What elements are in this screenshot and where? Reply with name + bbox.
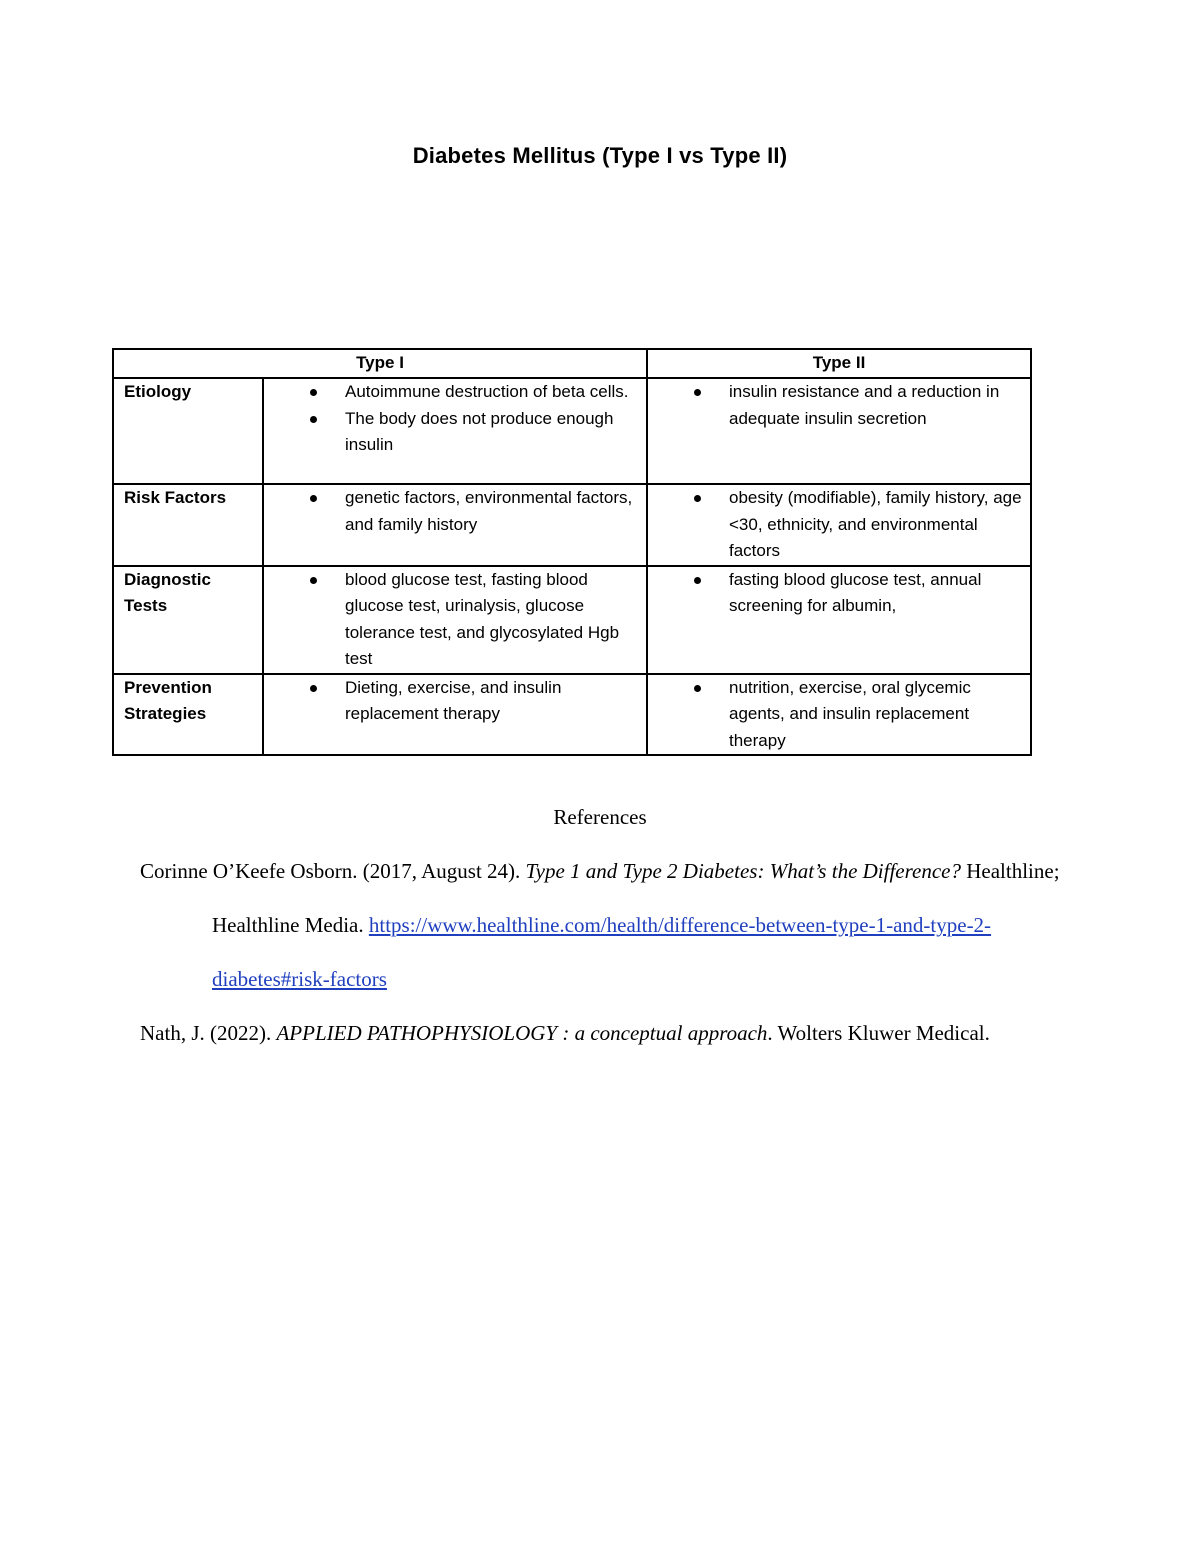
row-label-risk-factors: Risk Factors (113, 484, 263, 566)
bullet-icon (310, 495, 317, 502)
reference-author-date: Corinne O’Keefe Osborn. (2017, August 24). (140, 859, 526, 883)
bullet-icon (310, 389, 317, 396)
list-item (274, 379, 640, 406)
cell-risk-factors-type-1 (263, 484, 647, 566)
list-item (658, 567, 1024, 620)
reference-author-date: Nath, J. (2022). (140, 1021, 277, 1045)
list-item-text: blood glucose test, fasting blood glucose test, urinalysis, glucose tolerance test, and glycosylated Hgb test (345, 569, 620, 668)
list-item-text: nutrition, exercise, oral glycemic agents, and insulin replacement therapy (729, 677, 971, 750)
list-item (274, 675, 640, 728)
list-item (658, 379, 1024, 432)
reference-entry (140, 1006, 1060, 1060)
reference-entry (140, 844, 1060, 1006)
comparison-table (112, 348, 1032, 756)
bullet-icon (310, 577, 317, 584)
table-row (113, 674, 1031, 756)
bullet-icon (694, 389, 701, 396)
list-item-text: fasting blood glucose test, annual screening for albumin, (729, 569, 982, 615)
document-title: Diabetes Mellitus (Type I vs Type II) (412, 143, 788, 168)
reference-link[interactable]: https://www.healthline.com/health/difference-between-type-1-and-type-2-diabetes#risk-factors (212, 913, 992, 991)
cell-prevention-type-1 (263, 674, 647, 756)
references-section (140, 790, 1060, 1060)
list-item (274, 485, 640, 538)
cell-diagnostic-tests-type-1 (263, 566, 647, 674)
row-label-diagnostic-tests: Diagnostic Tests (113, 566, 263, 674)
cell-diagnostic-tests-type-2 (647, 566, 1031, 674)
table-row (113, 566, 1031, 674)
table-row (113, 484, 1031, 566)
bullet-icon (694, 495, 701, 502)
list-item-text: Autoimmune destruction of beta cells. (345, 382, 629, 401)
list-item-text: obesity (modifiable), family history, age <30, ethnicity, and environmental factors (729, 488, 1022, 560)
bullet-icon (694, 685, 701, 692)
reference-publisher: . Wolters Kluwer Medical. (767, 1021, 990, 1045)
cell-etiology-type-1 (263, 378, 647, 484)
reference-title: APPLIED PATHOPHYSIOLOGY : a conceptual approach (276, 1021, 768, 1045)
header-type-2: Type II (647, 349, 1031, 378)
list-item-text: Dieting, exercise, and insulin replacement therapy (345, 677, 562, 723)
list-item-text: The body does not produce enough insulin (345, 408, 614, 454)
list-item (658, 675, 1024, 755)
table-row (113, 378, 1031, 484)
table-header-row (113, 349, 1031, 378)
references-heading: References (553, 805, 647, 829)
cell-etiology-type-2 (647, 378, 1031, 484)
row-label-prevention-strategies: Prevention Strategies (113, 674, 263, 756)
bullet-icon (310, 416, 317, 423)
header-type-1: Type I (113, 349, 647, 378)
list-item (274, 406, 640, 459)
row-label-etiology: Etiology (113, 378, 263, 484)
cell-risk-factors-type-2 (647, 484, 1031, 566)
reference-title: Type 1 and Type 2 Diabetes: What’s the Difference? (525, 859, 961, 883)
list-item-text: insulin resistance and a reduction in adequate insulin secretion (729, 382, 1000, 428)
list-item (274, 567, 640, 673)
list-item (658, 485, 1024, 565)
list-item-text: genetic factors, environmental factors, and family history (345, 488, 633, 534)
cell-prevention-type-2 (647, 674, 1031, 756)
reference-publisher: Healthline; Healthline Media. (212, 859, 1060, 937)
bullet-icon (694, 577, 701, 584)
bullet-icon (310, 685, 317, 692)
